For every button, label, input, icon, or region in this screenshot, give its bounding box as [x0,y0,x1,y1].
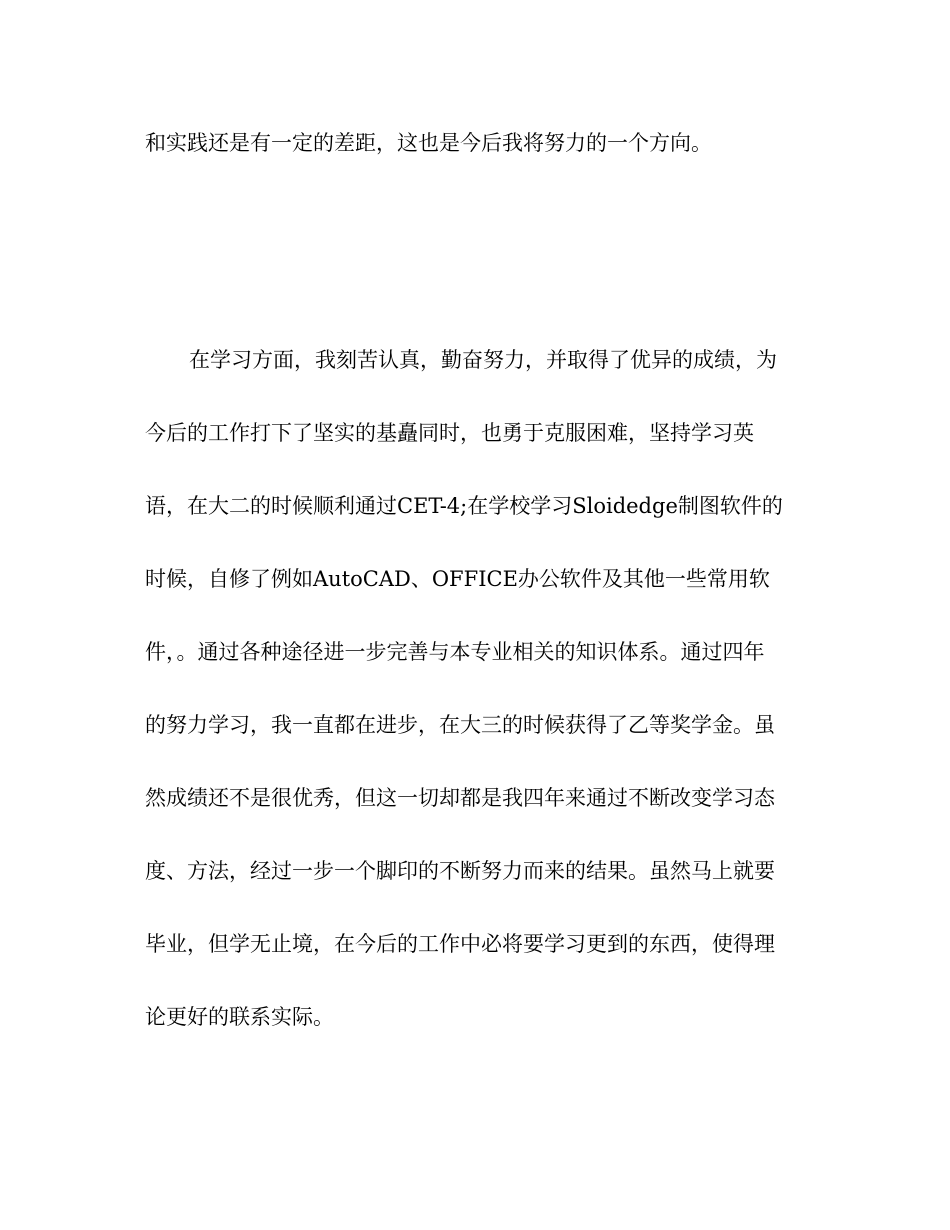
paragraph-2-line-1: 在学习方面，我刻苦认真，勤奋努力，并取得了优异的成绩，为 [189,348,777,372]
paragraph-2-line-8: 度、方法，经过一步一个脚印的不断努力而来的结果。虽然马上就要 [145,859,775,883]
paragraph-2-line-9: 毕业，但学无止境，在今后的工作中必将要学习更到的东西，使得理 [145,932,775,956]
paragraph-1-line-1: 和实践还是有一定的差距，这也是今后我将努力的一个方向。 [145,131,712,155]
paragraph-2-line-7: 然成绩还不是很优秀，但这一切却都是我四年来通过不断改变学习态 [145,786,775,810]
paragraph-2-line-6: 的努力学习，我一直都在进步，在大三的时候获得了乙等奖学金。虽 [145,713,775,737]
paragraph-2-line-10: 论更好的联系实际。 [145,1005,334,1029]
paragraph-2-line-5: 件，。通过各种途径进一步完善与本专业相关的知识体系。通过四年 [145,640,765,664]
paragraph-2-line-2: 今后的工作打下了坚实的基矗同时，也勇于克服困难，坚持学习英 [145,421,754,445]
paragraph-2-line-4: 时候，自修了例如AutoCAD、OFFICE办公软件及其他一些常用软 [145,567,770,591]
paragraph-2-line-3: 语，在大二的时候顺利通过CET-4;在学校学习Sloidedge制图软件的 [145,494,783,518]
